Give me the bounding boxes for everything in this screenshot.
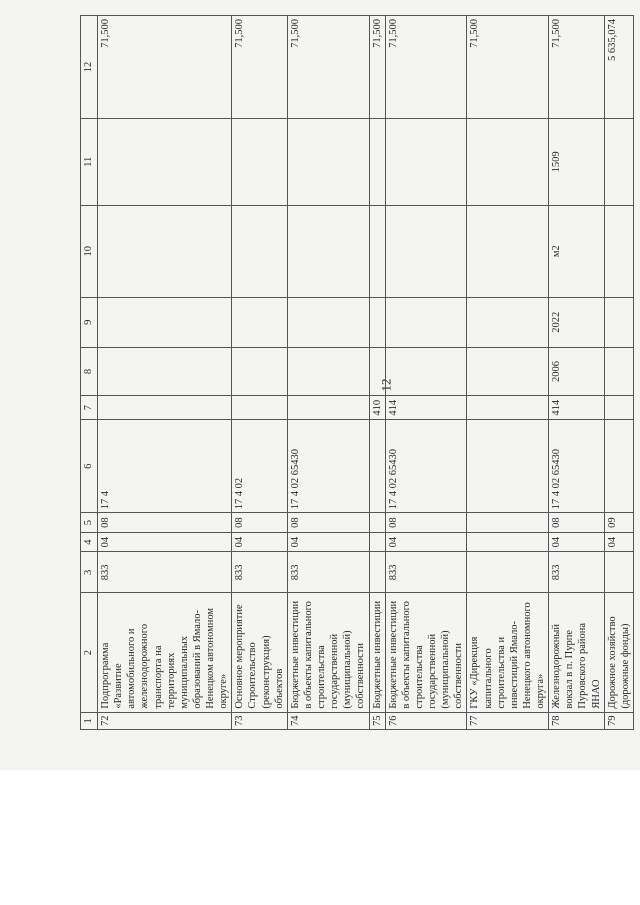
cell-c3: 833 [98,552,232,593]
cell-c3: 833 [232,552,288,593]
cell-c6: 17 4 02 65430 [287,420,369,513]
cell-c5: 08 [232,513,288,533]
cell-c11 [385,119,467,206]
cell-c3 [369,552,385,593]
cell-name: Бюджетные инвестиции в объекты капитального строительства государственной (муниципальной) собственности [385,593,467,712]
cell-c9 [604,297,633,347]
header-cell: 5 [81,513,98,533]
header-cell: 3 [81,552,98,593]
cell-c12: 71,500 [98,16,232,119]
cell-c7: 410 [369,396,385,420]
cell-c4: 04 [232,532,288,552]
header-row [81,16,98,730]
cell-c12: 71,500 [369,16,385,119]
cell-c7: 414 [549,396,605,420]
cell-c6: 17 4 02 65430 [549,420,605,513]
cell-name: Железнодорожный вокзал в п. Пурпе Пуровского района ЯНАО [549,593,605,712]
cell-c8 [369,347,385,396]
cell-c8 [467,347,549,396]
header-cell: 4 [81,532,98,552]
cell-c3 [604,552,633,593]
cell-c10 [385,205,467,297]
cell-c11 [369,119,385,206]
cell-c6 [467,420,549,513]
header-cell: 2 [81,593,98,712]
cell-c10 [604,205,633,297]
cell-c7 [467,396,549,420]
cell-c10 [98,205,232,297]
page-number: 12 [378,378,394,392]
cell-c10 [232,205,288,297]
cell-c5: 08 [385,513,467,533]
cell-c5 [467,513,549,533]
cell-c4 [467,532,549,552]
cell-c12: 71,500 [232,16,288,119]
cell-n: 75 [369,712,385,729]
cell-c5: 09 [604,513,633,533]
header-cell: 11 [81,119,98,206]
cell-c8 [385,347,467,396]
cell-c3: 833 [549,552,605,593]
budget-table [80,15,634,730]
cell-n: 74 [287,712,369,729]
cell-name: Подпрограмма «Развитие автомобильного и железнодорожного транспорта на территориях муниципальных образований в Ямало-Ненецком автономном округе» [98,593,232,712]
cell-n: 73 [232,712,288,729]
header-cell: 10 [81,205,98,297]
cell-c11: 1509 [549,119,605,206]
table-row [98,16,232,730]
cell-name: Бюджетные инвестиции в объекты капитального строительства государственной (муниципальной) собственности [287,593,369,712]
cell-name: ГКУ «Дирекция капитального строительства и инвестиций Ямало-Ненецкого автономного округа» [467,593,549,712]
cell-c3: 833 [385,552,467,593]
table-row [549,16,605,730]
header-cell: 1 [81,712,98,729]
cell-c12: 71,500 [385,16,467,119]
cell-c6: 17 4 [98,420,232,513]
cell-c12: 5 635,074 [604,16,633,119]
cell-name: Основное мероприятие Строительство (реконструкция) объектов [232,593,288,712]
cell-c5 [369,513,385,533]
cell-c10 [287,205,369,297]
table-row [467,16,549,730]
budget-table-rotated [80,15,631,730]
cell-c6: 17 4 02 65430 [385,420,467,513]
cell-c12: 71,500 [467,16,549,119]
cell-c8 [287,347,369,396]
cell-c5: 08 [98,513,232,533]
cell-c8: 2006 [549,347,605,396]
cell-n: 77 [467,712,549,729]
table-row [369,16,385,730]
cell-c4: 04 [385,532,467,552]
cell-c11 [232,119,288,206]
header-cell: 6 [81,420,98,513]
cell-c11 [604,119,633,206]
cell-c3: 833 [287,552,369,593]
cell-c9 [232,297,288,347]
cell-name: Бюджетные инвестиции [369,593,385,712]
cell-name: Дорожное хозяйство (дорожные фонды) [604,593,633,712]
header-cell: 9 [81,297,98,347]
cell-c7 [287,396,369,420]
cell-n: 72 [98,712,232,729]
cell-c4: 04 [287,532,369,552]
table-row [604,16,633,730]
cell-c7 [604,396,633,420]
cell-n: 76 [385,712,467,729]
cell-c3 [467,552,549,593]
cell-c7 [98,396,232,420]
cell-c12: 71,500 [287,16,369,119]
cell-c8 [604,347,633,396]
cell-n: 79 [604,712,633,729]
cell-c5: 08 [287,513,369,533]
cell-c9 [369,297,385,347]
header-cell: 12 [81,16,98,119]
cell-c10 [369,205,385,297]
header-cell: 8 [81,347,98,396]
cell-c4: 04 [604,532,633,552]
cell-c9: 2022 [549,297,605,347]
cell-c11 [287,119,369,206]
cell-c6 [604,420,633,513]
cell-c8 [232,347,288,396]
cell-n: 78 [549,712,605,729]
cell-c9 [385,297,467,347]
cell-c12: 71,500 [549,16,605,119]
cell-c7 [232,396,288,420]
cell-c9 [287,297,369,347]
cell-c6: 17 4 02 [232,420,288,513]
cell-c4: 04 [98,532,232,552]
cell-c4: 04 [549,532,605,552]
header-cell: 7 [81,396,98,420]
cell-c10 [467,205,549,297]
cell-c11 [98,119,232,206]
cell-c7: 414 [385,396,467,420]
table-row [232,16,288,730]
table-row [287,16,369,730]
cell-c9 [467,297,549,347]
cell-c9 [98,297,232,347]
cell-c11 [467,119,549,206]
cell-c10: м2 [549,205,605,297]
cell-c8 [98,347,232,396]
cell-c5: 08 [549,513,605,533]
table-row [385,16,467,730]
cell-c6 [369,420,385,513]
cell-c4 [369,532,385,552]
